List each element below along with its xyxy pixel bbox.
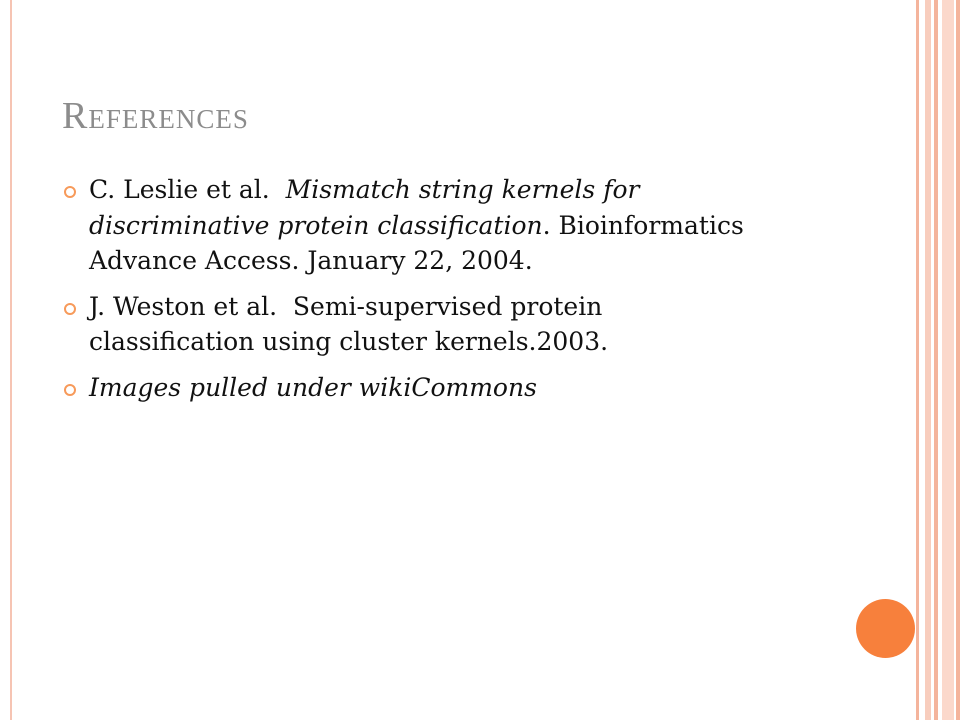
stripe — [934, 0, 938, 720]
circle-bullet-icon — [64, 384, 76, 396]
slide-title: References — [62, 95, 249, 137]
stripe — [956, 0, 960, 720]
stripe — [942, 0, 954, 720]
stripe — [916, 0, 919, 720]
circle-bullet-icon — [64, 186, 76, 198]
reference-authors: C. Leslie et al. — [89, 175, 286, 204]
stripe — [925, 0, 931, 720]
reference-item — [62, 289, 762, 360]
reference-text: J. Weston et al. Semi-supervised protein classification using cluster kernels.2003. — [89, 291, 611, 356]
image-credit: Images pulled under wikiCommons — [89, 372, 537, 402]
accent-dot — [856, 599, 915, 658]
right-decorative-stripes — [916, 0, 960, 720]
circle-bullet-icon — [64, 303, 76, 315]
reference-list — [62, 172, 762, 415]
reference-item — [62, 172, 762, 279]
reference-item — [62, 370, 762, 406]
reference-title: Mismatch string kernels for discriminative protein classification — [89, 175, 640, 240]
reference-source: . Bioinformatics Advance Access. January 22, 2004. — [89, 210, 744, 275]
left-frame-line — [10, 0, 12, 720]
